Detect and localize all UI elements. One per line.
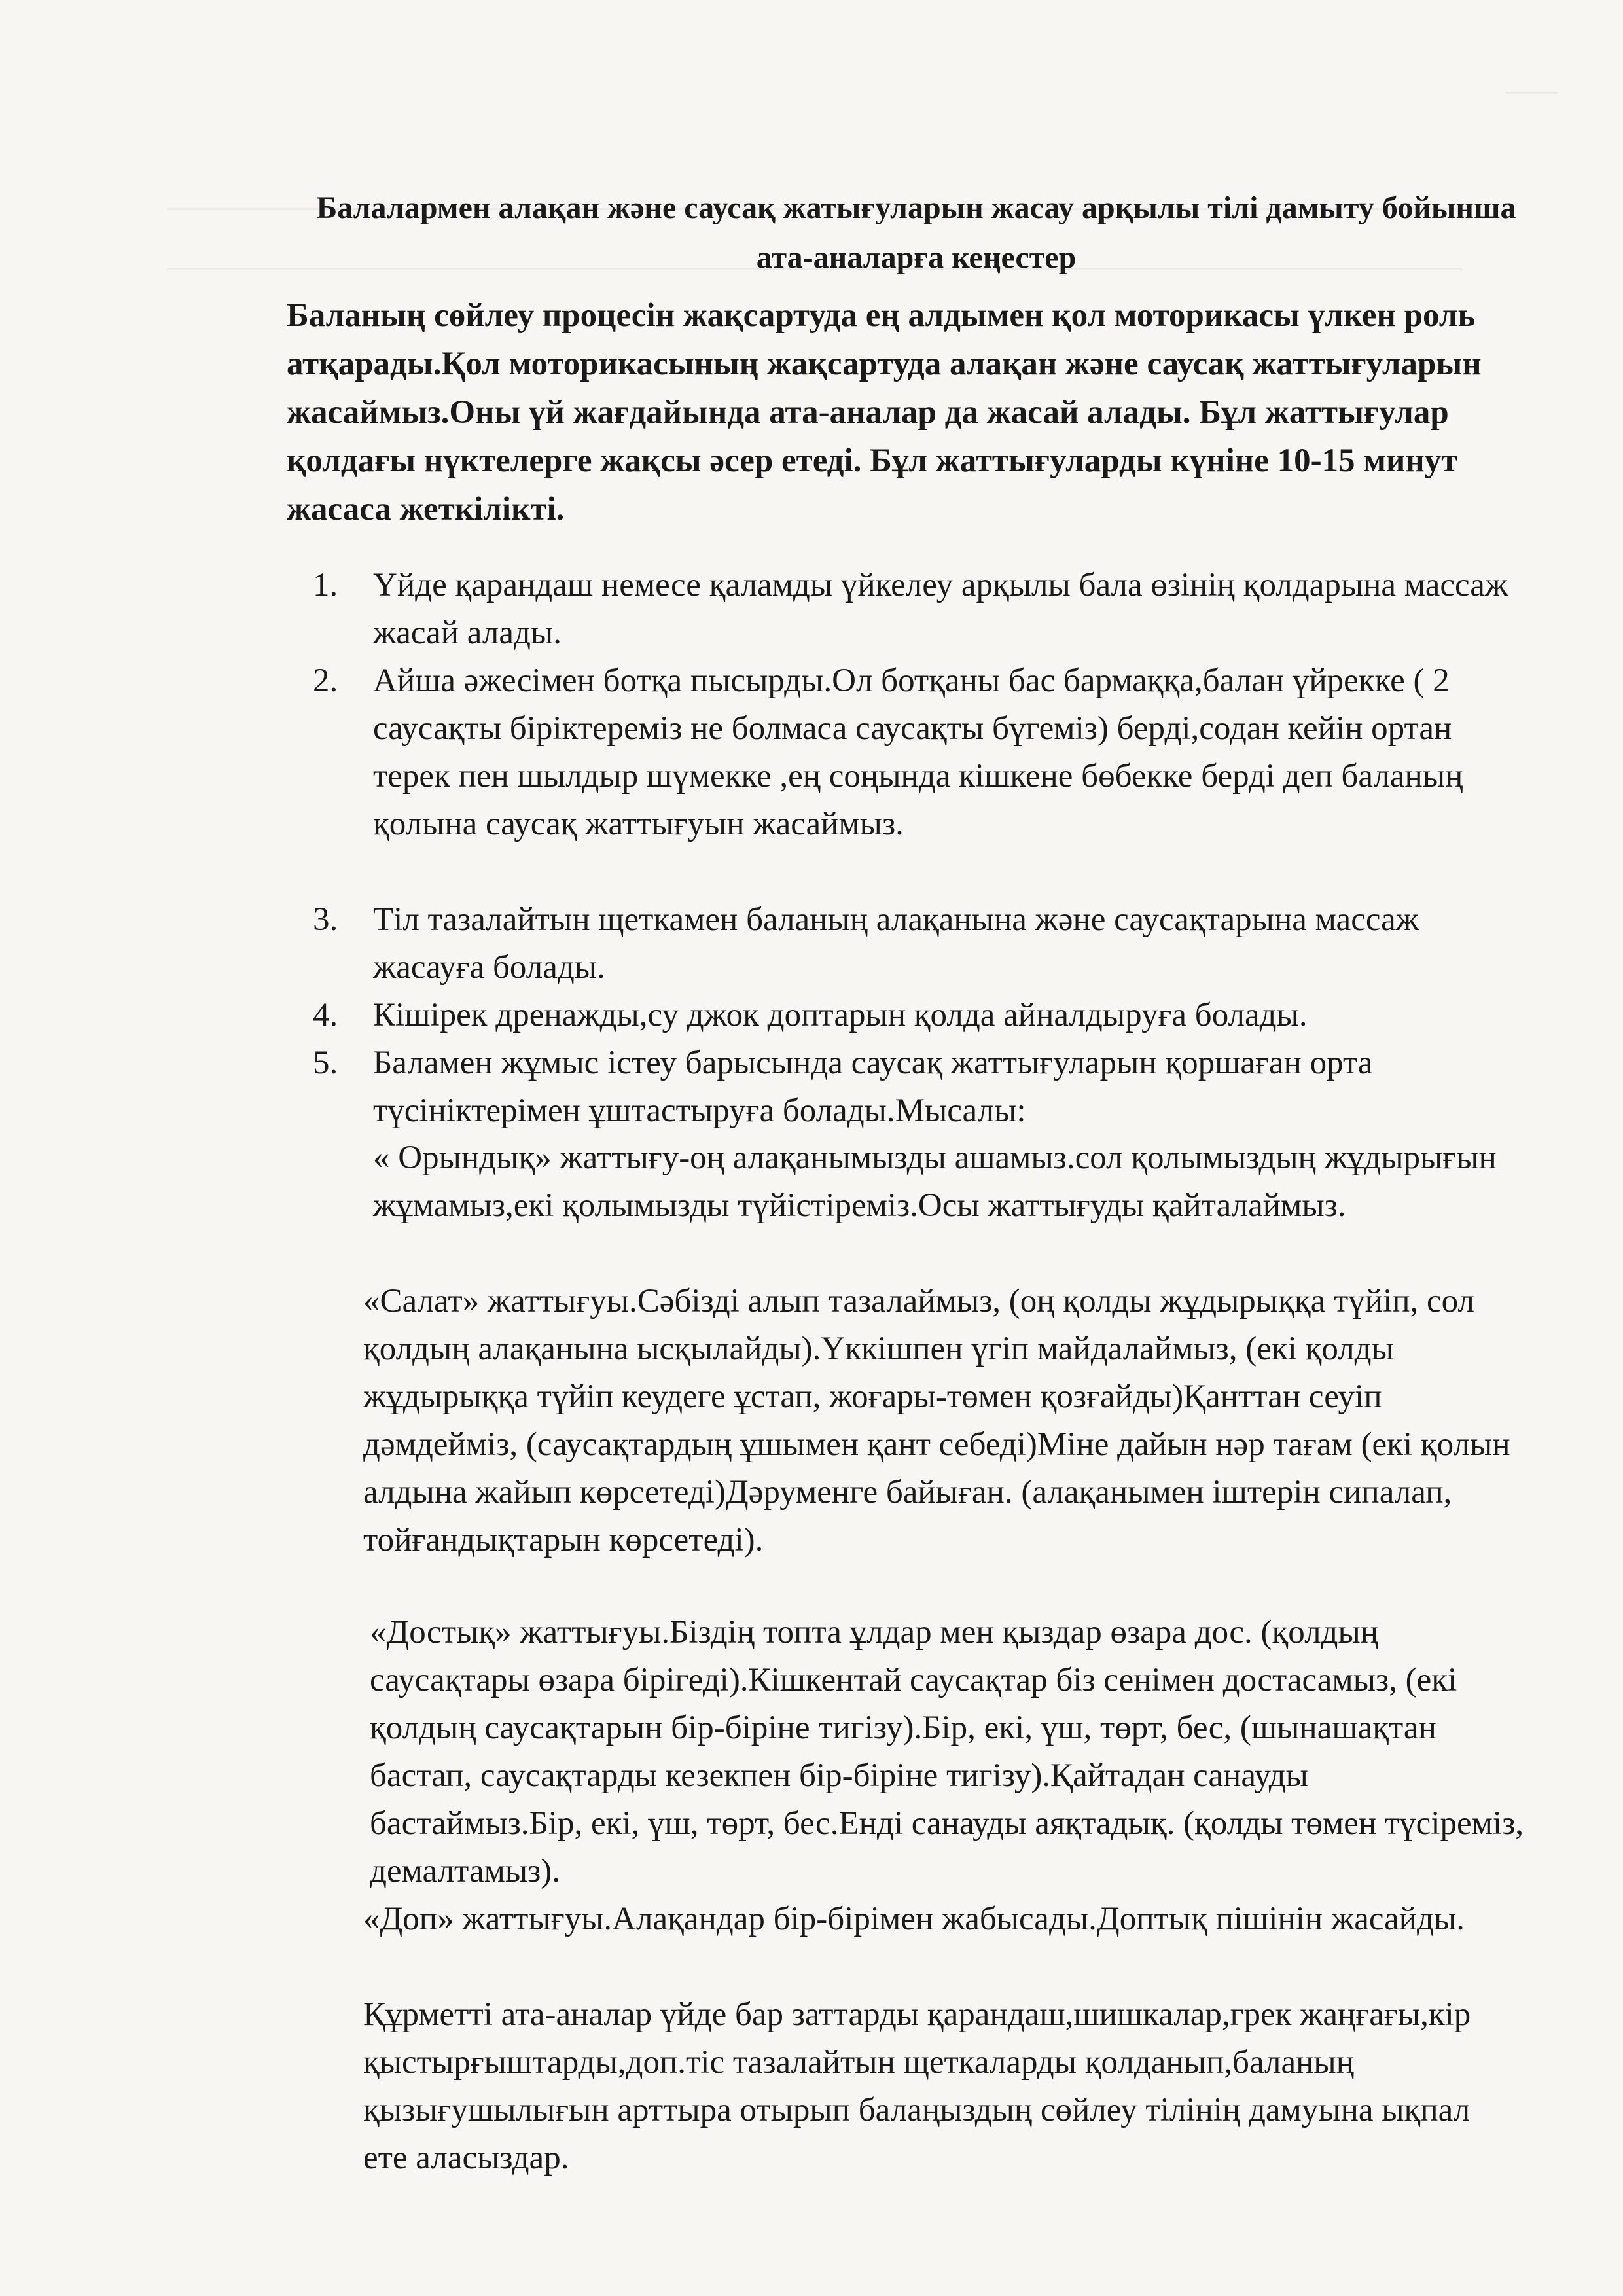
closing-paragraph: Құрметті ата-аналар үйде бар заттарды қарандаш,шишкалар,грек жаңғағы,кір қыстырғыштарды,доп.тіс тазалайтын щеткаларды қолданып,баланың қызығушылығын арттыра отырып балаңыздың сөйлеу тілінің дамуына ықпал ете аласыздар.	[363, 1996, 1471, 2176]
list-item-number: 5.	[313, 1045, 338, 1081]
list-item-number: 4.	[313, 997, 338, 1033]
list-item-number: 3.	[313, 901, 338, 938]
list-item	[313, 896, 1510, 992]
list-item-number: 2.	[313, 662, 338, 699]
document-title: Балалармен алақан және саусақ жатығуларын жасау арқылы тілі дамыту бойынша ата-аналарға кеңестер	[316, 190, 1516, 275]
scan-artifact	[1505, 92, 1558, 94]
list-item	[313, 562, 1510, 657]
list-item-text: Айша әжесімен ботқа пысырды.Ол ботқаны бас бармаққа,балан үйрекке ( 2 саусақты біріктереміз не болмаса саусақты бүгеміз) берді,содан кейін ортан терек пен шылдыр шүмекке ,ең соңында кішкене бөбекке берді деп баланың қолына саусақ жаттығуын жасаймыз.	[373, 662, 1463, 842]
list-item-text: Тіл тазалайтын щеткамен баланың алақанына және саусақтарына массаж жасауға болады.	[373, 901, 1419, 986]
example-orynduk: « Орындық» жаттығу-оң алақанымызды ашамыз.сол қолымыздың жұдырығын жұмамыз,екі қолымызды түйістіреміз.Осы жаттығуды қайталаймыз.	[373, 1139, 1497, 1224]
list-item-number: 1.	[313, 567, 338, 603]
example-dostyk: «Достық» жаттығуы.Біздің топта ұлдар мен қыздар өзара дос. (қолдың саусақтары өзара бірігеді).Кішкентай саусақтар біз сенімен достасамыз, (екі қолдың саусақтарын бір-біріне тигізу).Бір, екі, үш, төрт, бес, (шынашақтан бастап, саусақтарды кезекпен бір-біріне тигізу).Қайтадан санауды бастаймыз.Бір, екі, үш, төрт, бес.Енді санауды аяқтадық. (қолды төмен түсіреміз, демалтамыз).	[370, 1614, 1524, 1890]
intro-paragraph: Баланың сөйлеу процесін жақсартуда ең алдымен қол моторикасы үлкен роль атқарады.Қол моторикасының жақсартуда алақан және саусақ жаттығуларын жасаймыз.Оны үй жағдайында ата-аналар да жасай алады. Бұл жаттығулар қолдағы нүктелерге жақсы әсер етеді. Бұл жаттығуларды күніне 10-15 минут жасаса жеткілікті.	[287, 297, 1482, 528]
example-dop: «Доп» жаттығуы.Алақандар бір-бірімен жабысады.Доптық пішінін жасайды.	[363, 1901, 1465, 1937]
recommendations-list	[313, 562, 1510, 1135]
list-item-text: Баламен жұмыс істеу барысында саусақ жаттығуларын қоршаған орта түсініктерімен ұштастыруға болады.Мысалы:	[373, 1045, 1373, 1129]
example-salat: «Салат» жаттығуы.Сәбізді алып тазалаймыз, (оң қолды жұдырыққа түйіп, сол қолдың алақанына ысқылайды).Үккішпен үгіп майдалаймыз, (екі қолды жұдырыққа түйіп кеудеге ұстап, жоғары-төмен қозғайды)Қанттан сеуіп дәмдейміз, (саусақтардың ұшымен қант себеді)Міне дайын нәр тағам (екі қолын алдына жайып көрсетеді)Дәруменге байыған. (алақанымен іштерін сипалап, тойғандықтарын көрсетеді).	[363, 1283, 1510, 1558]
list-item	[313, 992, 1510, 1039]
list-item	[313, 1039, 1510, 1135]
list-item	[313, 657, 1510, 896]
list-item-text: Үйде қарандаш немесе қаламды үйкелеу арқылы бала өзінің қолдарына массаж жасай алады.	[373, 567, 1508, 651]
list-item-text: Кішірек дренажды,су джок доптарын қолда айналдыруға болады.	[373, 997, 1308, 1033]
